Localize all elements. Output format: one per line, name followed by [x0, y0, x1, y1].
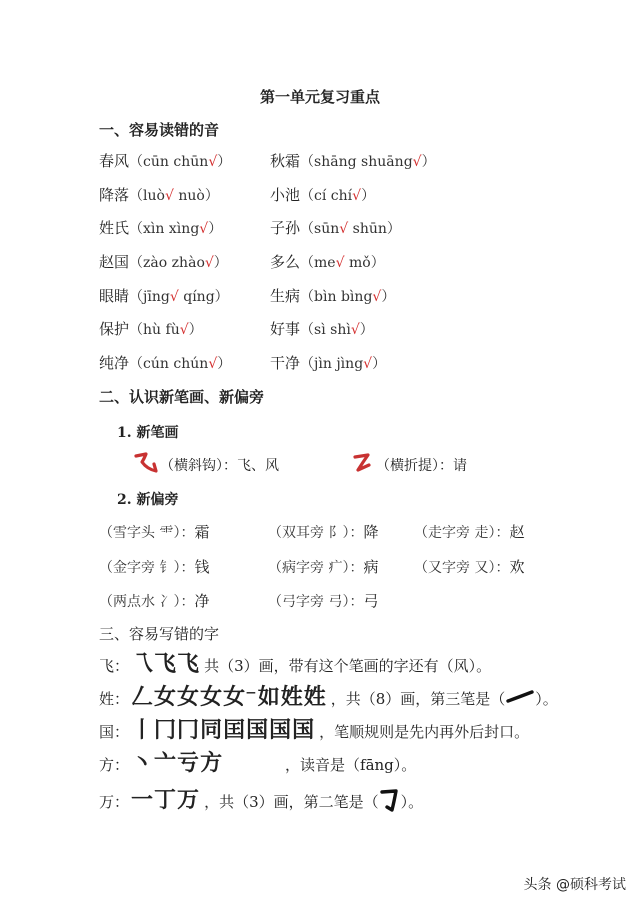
pinyin-pair: [99, 184, 219, 205]
watermark-source: 头条 @硕科考试: [523, 877, 626, 893]
stroke-step: 万: [177, 788, 200, 813]
stroke-sequence: [131, 753, 281, 775]
stroke-description: ，共（3）画，第二笔是（: [204, 792, 379, 811]
pair-reading: （me√ mǒ）: [300, 255, 385, 271]
stroke-sequence: [131, 790, 200, 812]
pair-word: 春风: [99, 152, 130, 170]
stroke-hengzheti-text: （横折提）：请: [376, 458, 467, 474]
stroke-description: ，笔顺规则是先内再外后封口。: [319, 722, 530, 741]
pair-reading: （sì shì√）: [300, 322, 374, 338]
pair-reading: （cūn chūn√）: [129, 154, 232, 170]
radical-item: [99, 590, 209, 611]
pair-word: 姓氏: [99, 219, 130, 237]
pinyin-pair: [270, 318, 374, 339]
stroke-step: 丁: [154, 788, 177, 813]
stroke-step: 冂: [154, 718, 177, 743]
stroke-order-wan: [99, 788, 423, 814]
radical-label: （双耳旁 阝）：: [268, 525, 364, 541]
pinyin-pair: [270, 184, 375, 205]
stroke-step: 姓: [280, 685, 303, 710]
pair-reading: （hù fù√）: [129, 322, 203, 338]
answer-close: ）。: [400, 792, 424, 811]
check-mark-icon: √: [339, 221, 349, 237]
check-mark-icon: √: [372, 289, 382, 305]
char-label: 国：: [99, 722, 130, 741]
radical-char: 欢: [509, 558, 525, 576]
stroke-description: ，读音是（fāng）。: [285, 755, 417, 774]
radical-item: [99, 521, 209, 542]
stroke-step: 乁: [131, 652, 154, 677]
stroke-step: 女: [200, 685, 223, 710]
check-mark-icon: √: [204, 255, 214, 271]
page-title: 第一单元复习重点: [259, 88, 380, 106]
stroke-step: 囯: [223, 718, 246, 743]
stroke-step: 女⁻: [223, 685, 257, 710]
stroke-step: 亠: [154, 751, 177, 776]
check-mark-icon: √: [179, 322, 189, 338]
radical-label: （雪字头 ⻗）：: [99, 525, 195, 541]
radical-item: [268, 590, 378, 611]
stroke-sequence: [131, 687, 327, 709]
radical-item: [414, 556, 524, 577]
radical-label: （走字旁 走）：: [414, 525, 510, 541]
hengzheti-stroke-icon: [352, 452, 374, 476]
pair-word: 多么: [270, 253, 301, 271]
radical-label: （又字旁 又）：: [414, 560, 510, 576]
stroke-step: 国: [246, 718, 269, 743]
radical-label: （弓字旁 弓）：: [268, 594, 364, 610]
check-mark-icon: √: [350, 322, 360, 338]
pinyin-pair: [99, 150, 231, 171]
pair-word: 干净: [270, 354, 301, 372]
radical-item: [414, 521, 524, 542]
radical-label: （金字旁 钅）：: [99, 560, 195, 576]
pinyin-pair: [99, 251, 228, 272]
pair-word: 好事: [270, 320, 301, 338]
stroke-sequence: [131, 720, 315, 742]
check-mark-icon: √: [164, 188, 174, 204]
stroke-step: 姓: [303, 685, 326, 710]
section3-heading: 三、容易写错的字: [99, 625, 220, 643]
stroke-step: 丶: [131, 751, 154, 776]
stroke-step: 女: [177, 685, 200, 710]
stroke-order-fang: [99, 753, 416, 775]
pair-word: 纯净: [99, 354, 130, 372]
check-mark-icon: √: [335, 255, 345, 271]
pair-word: 小池: [270, 186, 301, 204]
pair-reading: （jìn jìng√）: [300, 356, 387, 372]
section2-heading: 二、认识新笔画、新偏旁: [99, 388, 265, 406]
section1-heading: 一、容易读错的音: [99, 121, 220, 139]
hengxiegou-stroke-icon: [133, 450, 159, 476]
radical-char: 病: [363, 558, 379, 576]
subheading-strokes: 1. 新笔画: [117, 425, 179, 441]
pinyin-pair: [99, 318, 203, 339]
char-label: 飞：: [99, 656, 130, 675]
stroke-step: 飞: [154, 652, 177, 677]
radical-char: 弓: [363, 592, 379, 610]
radical-char: 降: [363, 523, 379, 541]
pair-word: 赵国: [99, 253, 130, 271]
pair-reading: （cí chí√）: [300, 188, 376, 204]
radical-item: [268, 556, 378, 577]
radical-char: 净: [194, 592, 210, 610]
pie-stroke-answer-icon: [505, 689, 535, 707]
stroke-step: 一: [131, 788, 154, 813]
radical-char: 赵: [509, 523, 525, 541]
pair-reading: （sūn√ shūn）: [300, 221, 401, 237]
stroke-step: 冂: [177, 718, 200, 743]
pair-reading: （xìn xìng√）: [129, 221, 223, 237]
check-mark-icon: √: [169, 289, 179, 305]
char-label: 方：: [99, 755, 130, 774]
radical-label: （病字旁 疒）：: [268, 560, 364, 576]
stroke-order-xing: [99, 687, 558, 709]
radical-char: 霜: [194, 523, 210, 541]
subheading-radicals: 2. 新偏旁: [117, 492, 179, 508]
check-mark-icon: √: [412, 154, 422, 170]
pinyin-pair: [99, 217, 222, 238]
pinyin-pair: [270, 285, 395, 306]
radical-label: （两点水 冫）：: [99, 594, 195, 610]
pair-word: 降落: [99, 186, 130, 204]
answer-close: ）。: [535, 689, 558, 708]
pair-word: 生病: [270, 287, 301, 305]
stroke-order-guo: [99, 720, 529, 742]
pair-reading: （bìn bìng√）: [300, 289, 396, 305]
check-mark-icon: √: [208, 356, 218, 372]
radical-char: 钱: [194, 558, 210, 576]
char-label: 万：: [99, 792, 130, 811]
hengzhegou-stroke-answer-icon: [379, 788, 401, 814]
pair-word: 保护: [99, 320, 130, 338]
pair-word: 眼睛: [99, 287, 130, 305]
stroke-description: 共（3）画，带有这个笔画的字还有（风）。: [204, 656, 492, 675]
stroke-sequence: [131, 654, 200, 676]
stroke-step: 飞: [177, 652, 200, 677]
pair-reading: （jīng√ qíng）: [129, 289, 229, 305]
pinyin-pair: [270, 150, 436, 171]
pair-reading: （cún chún√）: [129, 356, 232, 372]
stroke-step: 𠃋: [131, 685, 154, 710]
stroke-description: ，共（8）画，第三笔是（: [330, 689, 506, 708]
stroke-step: 如: [257, 685, 280, 710]
stroke-step: 方: [200, 751, 223, 776]
pinyin-pair: [270, 251, 385, 272]
stroke-step: 同: [200, 718, 223, 743]
stroke-step: 亏: [177, 751, 200, 776]
radical-item: [99, 556, 209, 577]
radical-item: [268, 521, 378, 542]
check-mark-icon: √: [352, 188, 362, 204]
stroke-order-fei: [99, 654, 491, 676]
pinyin-pair: [270, 352, 386, 373]
stroke-step: 丨: [131, 718, 154, 743]
stroke-step: 国: [292, 718, 315, 743]
char-label: 姓：: [99, 689, 130, 708]
stroke-step: 女: [154, 685, 177, 710]
pinyin-pair: [99, 352, 231, 373]
pair-reading: （luò√ nuò）: [129, 188, 219, 204]
check-mark-icon: √: [199, 221, 209, 237]
check-mark-icon: √: [208, 154, 218, 170]
pinyin-pair: [99, 285, 229, 306]
pair-word: 秋霜: [270, 152, 301, 170]
pair-reading: （zào zhào√）: [129, 255, 228, 271]
pair-reading: （shāng shuāng√）: [300, 154, 436, 170]
stroke-hengxiegou-text: （横斜钩）：飞、风: [160, 458, 279, 474]
pinyin-pair: [270, 217, 401, 238]
stroke-step: 国: [269, 718, 292, 743]
pair-word: 子孙: [270, 219, 301, 237]
check-mark-icon: √: [363, 356, 373, 372]
